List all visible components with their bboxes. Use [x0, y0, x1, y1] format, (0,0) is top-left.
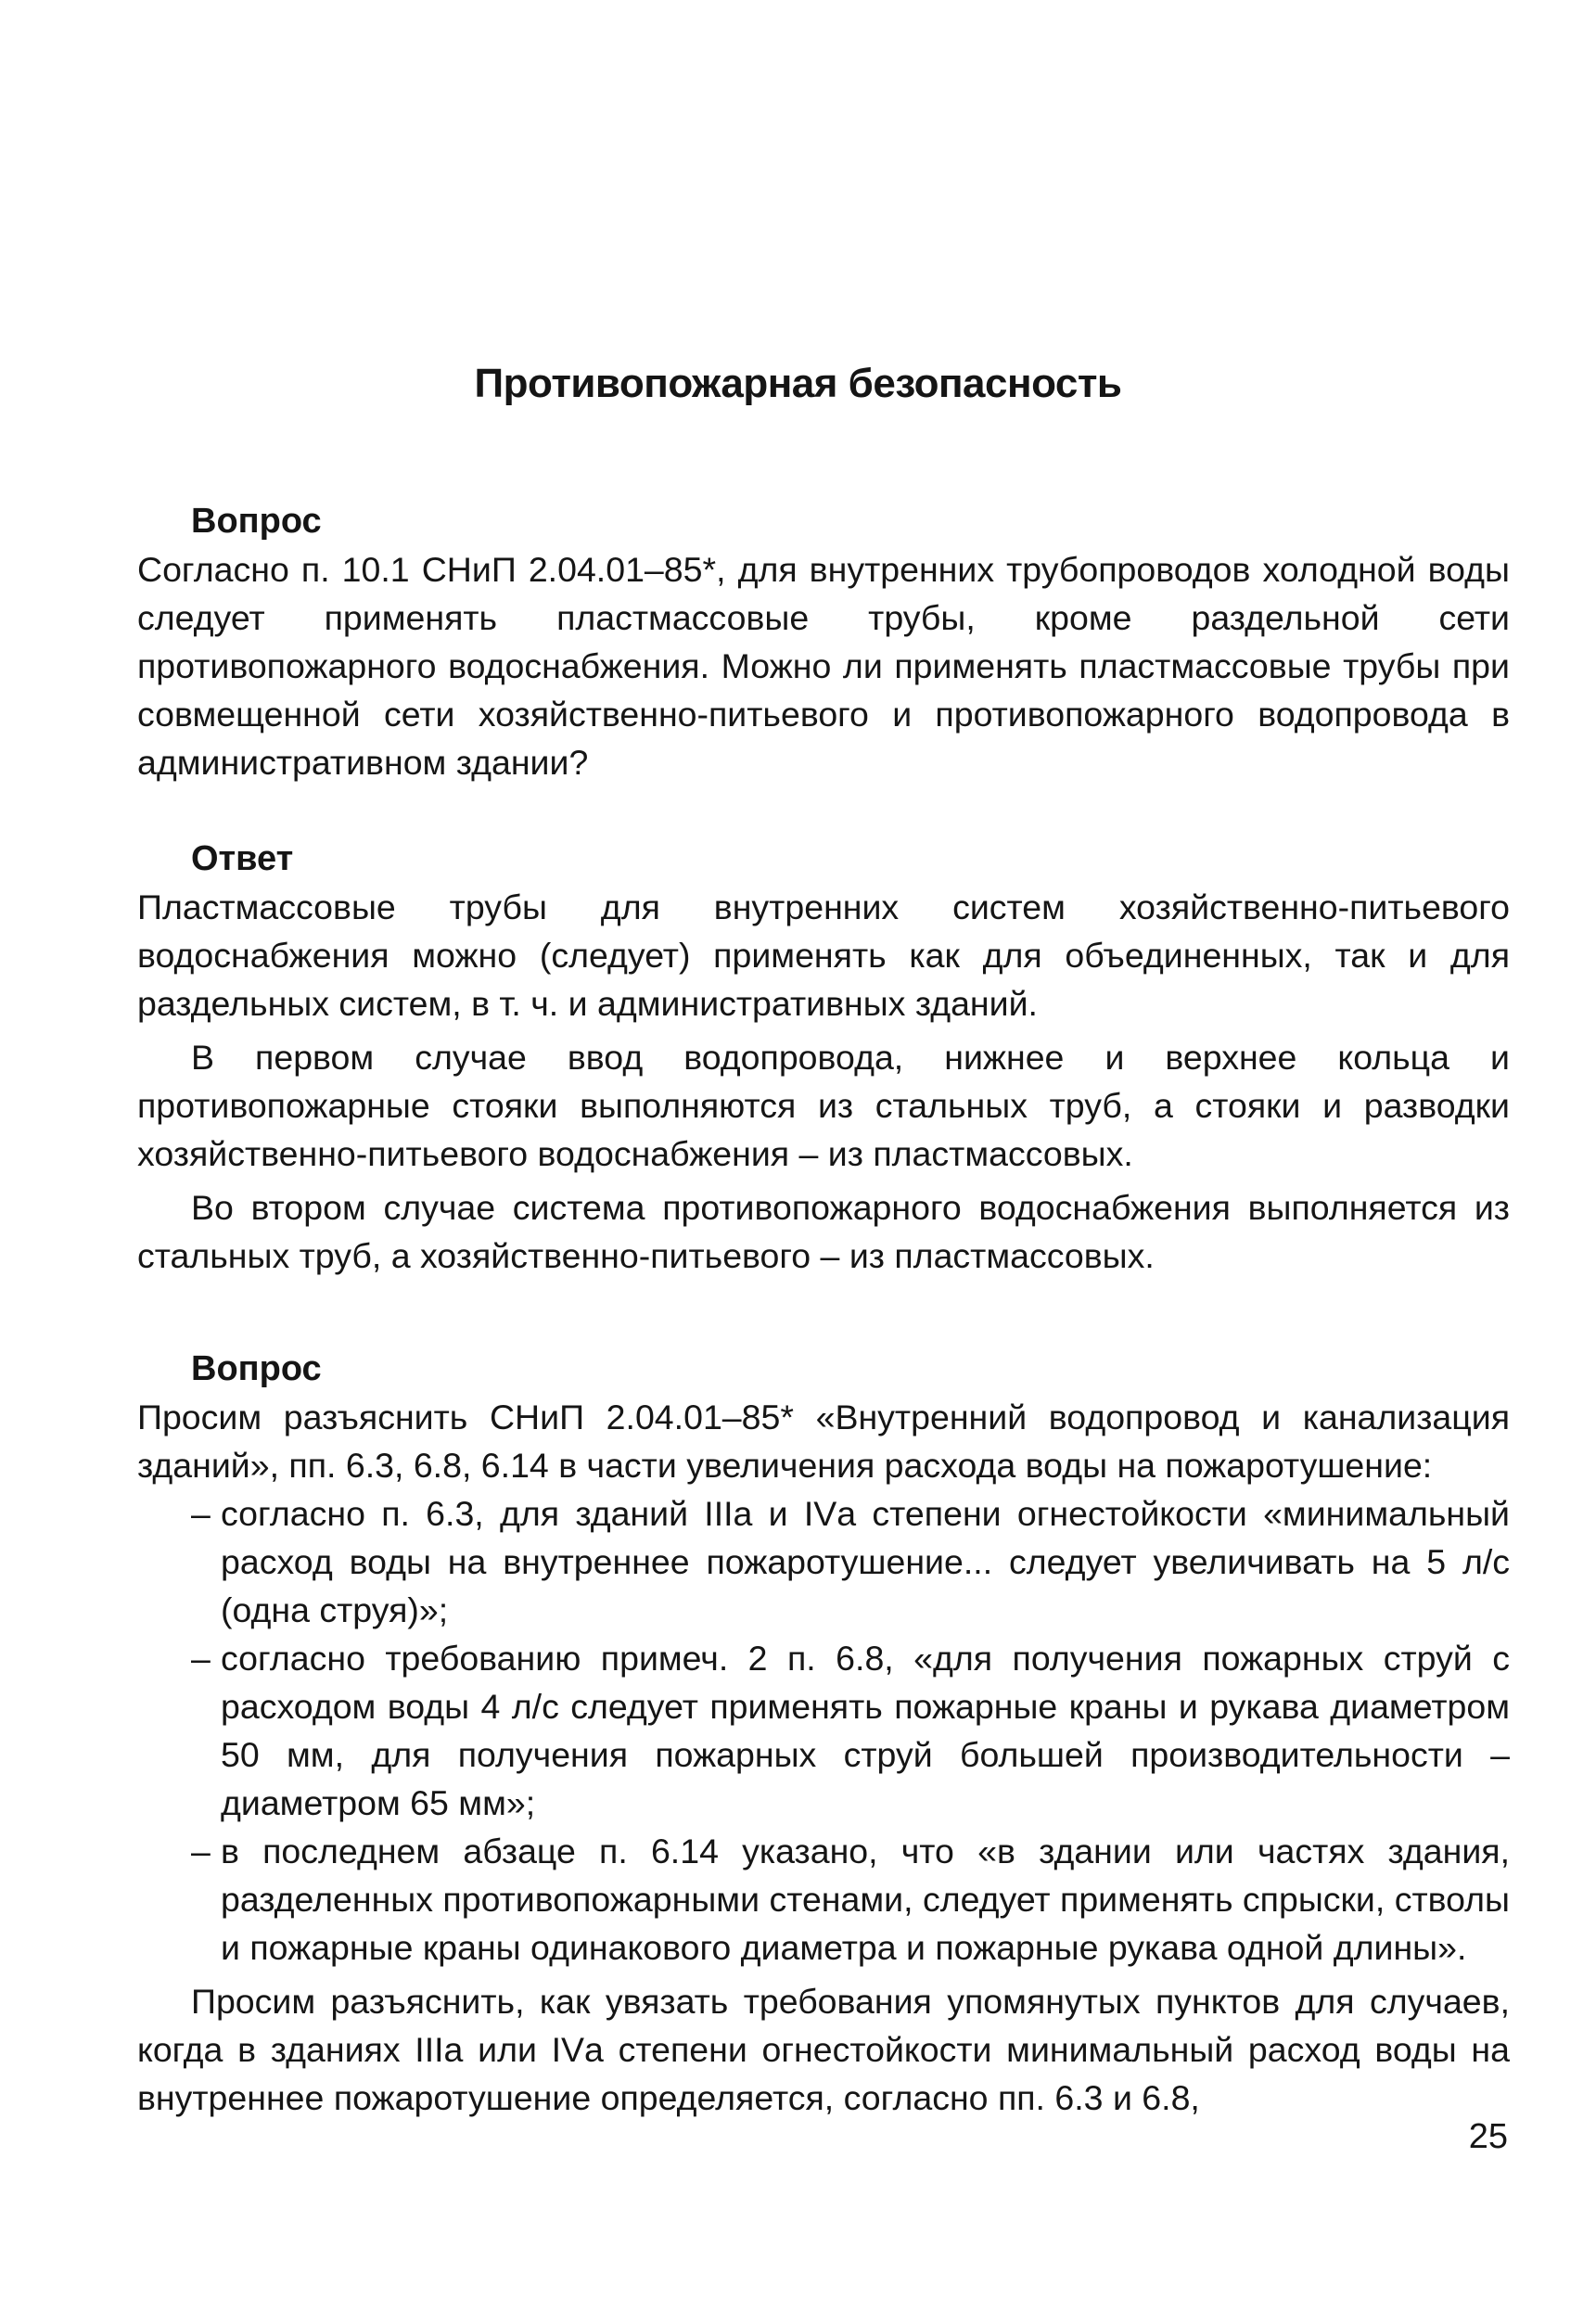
qa-block-1: [137, 497, 1510, 1280]
qa-block-2: [137, 1345, 1510, 2122]
question-intro: Просим разъяснить СНиП 2.04.01–85* «Внутренний водопровод и канализация зданий», пп. 6.3, 6.8, 6.14 в части увеличения расхода воды на пожаротушение:: [137, 1398, 1510, 1485]
list-item-text: в последнем абзаце п. 6.14 указано, что «в здании или частях здания, разделенных противопожарными стенами, следует применять спрыски, стволы и пожарные краны одинакового диаметра и пожарные рукава одной длины».: [221, 1832, 1511, 1967]
page-number: 25: [1468, 2117, 1508, 2156]
list-item: [137, 1634, 1510, 1827]
closing-paragraph: Просим разъяснить, как увязать требования упомянутых пунктов для случаев, когда в зданиях IIIа или IVа степени огнестойкости минимальный расход воды на внутреннее пожаротушение определяется, согласно пп. 6.3 и 6.8,: [137, 1982, 1510, 2117]
requirements-list: [137, 1489, 1510, 1972]
answer-paragraph: Во втором случае система противопожарного водоснабжения выполняется из стальных труб, а хозяйственно-питьевого – из пластмассовых.: [137, 1188, 1510, 1275]
question-heading: Вопрос: [191, 1349, 322, 1388]
list-item: [137, 1489, 1510, 1634]
page-title: Противопожарная безопасность: [474, 361, 1122, 406]
dash-bullet: –: [191, 1639, 211, 1678]
question-text: [137, 545, 1510, 786]
list-item: [137, 1827, 1510, 1972]
list-item-text: согласно п. 6.3, для зданий IIIа и IVа степени огнестойкости «минимальный расход воды на внутреннее пожаротушение... следует увеличивать на 5 л/с (одна струя)»;: [221, 1494, 1510, 1629]
answer-paragraph: Пластмассовые трубы для внутренних систем хозяйственно-питьевого водоснабжения можно (следует) применять как для объединенных, так и для раздельных систем, в т. ч. и административных зданий.: [137, 887, 1510, 1023]
answer-heading: Ответ: [191, 839, 294, 878]
question-text-content: Согласно п. 10.1 СНиП 2.04.01–85*, для внутренних трубопроводов холодной воды следует применять пластмассовые трубы, кроме раздельной сети противопожарного водоснабжения. Можно ли применять пластмассовые трубы при совмещенной сети хозяйственно-питьевого и противопожарного водопровода в административном здании?: [137, 550, 1510, 782]
dash-bullet: –: [191, 1494, 211, 1533]
list-item-text: согласно требованию примеч. 2 п. 6.8, «для получения пожарных струй с расходом воды 4 л/с следует применять пожарные краны и рукава диаметром 50 мм, для получения пожарных струй большей производительности – диаметром 65 мм»;: [221, 1639, 1510, 1822]
question-heading: Вопрос: [191, 502, 322, 541]
dash-bullet: –: [191, 1832, 211, 1870]
answer-paragraph: В первом случае ввод водопровода, нижнее и верхнее кольца и противопожарные стояки выполняются из стальных труб, а стояки и разводки хозяйственно-питьевого водоснабжения – из пластмассовых.: [137, 1038, 1510, 1173]
